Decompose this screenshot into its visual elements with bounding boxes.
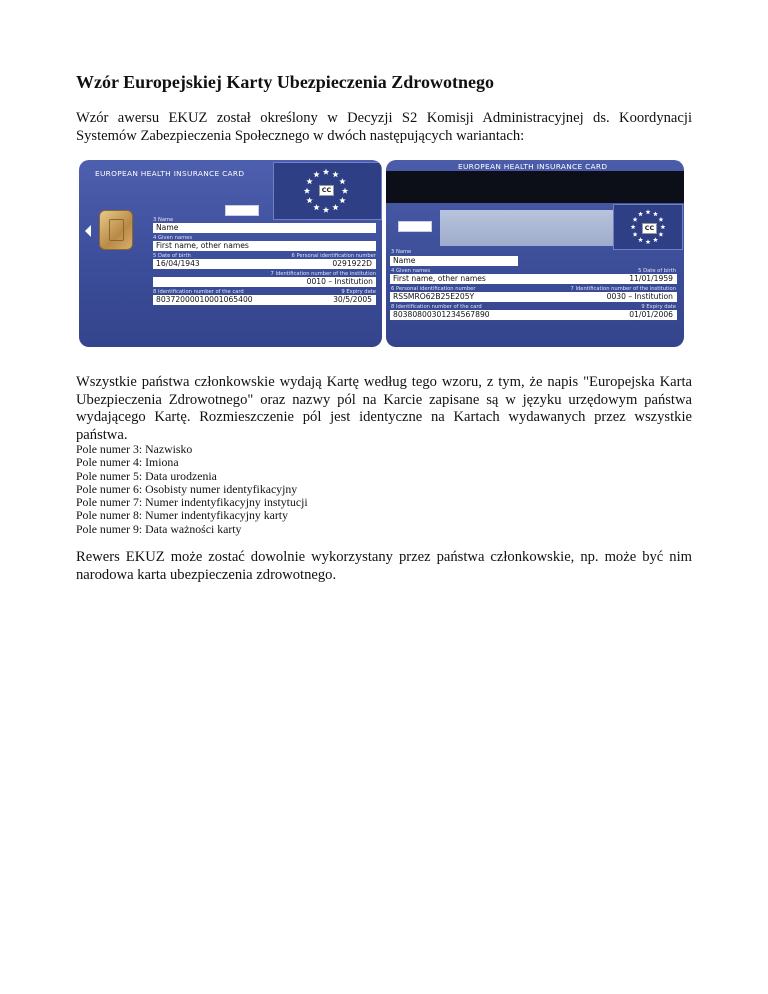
label-name: 3 Name: [153, 217, 174, 223]
star-icon: [313, 171, 319, 177]
notch-icon: [85, 225, 91, 237]
field-given-names: First name, other names: [153, 241, 376, 251]
list-item: Pole numer 9: Data ważności karty: [76, 521, 242, 536]
label-personal-id: 6 Personal identification number: [291, 253, 376, 259]
star-icon: [323, 169, 329, 175]
field-personal-id: 0291922D: [332, 259, 372, 268]
body-paragraph: Wszystkie państwa członkowskie wydają Kartę według tego wzoru, z tym, że napis "Europejska Karta Ubezpieczenia Zdrowotnego" oraz nazwy pól na Karcie zapisane są w języku urzędowym państwa wydającego Kartę. Rozmieszczenie pól jest identyczne na Kartach wydawanych przez wszystkie państwa.: [76, 374, 692, 443]
label-institution-id: 7 Identification number of the institution: [570, 286, 676, 292]
star-icon: [306, 178, 312, 184]
field-card-id: 80380800301234567890: [390, 310, 677, 320]
label-date-of-birth: 5 Date of birth: [153, 253, 191, 259]
star-icon: [638, 237, 643, 242]
label-personal-id: 6 Personal identification number: [391, 286, 476, 292]
star-icon: [342, 188, 348, 194]
label-given-names: 4 Given names: [391, 268, 431, 274]
label-card-id: 8 Identification number of the card: [153, 289, 244, 295]
star-icon: [304, 188, 310, 194]
list-item: Pole numer 3: Nazwisko: [76, 442, 193, 456]
star-icon: [633, 217, 638, 222]
star-icon: [332, 171, 338, 177]
card-title: EUROPEAN HEALTH INSURANCE CARD: [458, 162, 608, 171]
field-personal-id: RSSMRO62B25E205Y: [390, 292, 677, 302]
star-icon: [339, 197, 345, 203]
eu-flag: [613, 204, 683, 250]
label-given-names: 4 Given names: [153, 235, 193, 241]
star-icon: [638, 211, 643, 216]
field-institution-id: 0030 – Institution: [606, 292, 673, 301]
label-date-of-birth: 5 Date of birth: [638, 268, 676, 274]
card-variant-magstripe: [386, 160, 684, 347]
star-icon: [633, 232, 638, 237]
list-item: Pole numer 8: Numer indentyfikacyjny karty: [76, 508, 288, 523]
signature-panel: [440, 210, 640, 246]
intro-paragraph: Wzór awersu EKUZ został określony w Decyzji S2 Komisji Administracyjnej ds. Koordynacji Systemów Zabezpieczenia Społecznego w dwóch następujących wariantach:: [76, 110, 692, 144]
star-icon: [660, 224, 665, 229]
list-item: Pole numer 4: Imiona: [76, 455, 179, 470]
field-institution-id: 0010 – Institution: [153, 277, 376, 287]
field-given-names: First name, other names: [390, 274, 677, 284]
field-date-of-birth: 16/04/1943: [153, 259, 376, 269]
white-slot: [225, 205, 259, 216]
list-item: Pole numer 7: Numer indentyfikacyjny instytucji: [76, 495, 308, 510]
star-icon: [645, 209, 650, 214]
star-icon: [323, 207, 329, 213]
field-date-of-birth: 11/01/1959: [629, 274, 673, 283]
star-icon: [631, 224, 636, 229]
label-name: 3 Name: [391, 249, 412, 255]
field-name: Name: [153, 223, 376, 233]
label-institution-id: 7 Identification number of the institution: [270, 271, 376, 277]
list-item: Pole numer 5: Data urodzenia: [76, 468, 217, 483]
star-icon: [658, 217, 663, 222]
list-item: Pole numer 6: Osobisty numer identyfikacyjny: [76, 481, 298, 496]
star-icon: [645, 239, 650, 244]
page-title: Wzór Europejskiej Karty Ubezpieczenia Zdrowotnego: [76, 72, 494, 92]
eu-flag: [273, 162, 382, 220]
card-title: EUROPEAN HEALTH INSURANCE CARD: [95, 169, 245, 178]
white-slot: [398, 221, 432, 232]
country-code-badge: CC: [319, 185, 334, 196]
label-expiry-date: 9 Expiry date: [641, 304, 676, 310]
field-card-id: 80372000010001065400: [153, 295, 376, 305]
field-expiry-date: 01/01/2006: [629, 310, 673, 319]
star-icon: [653, 211, 658, 216]
chip-icon: [99, 210, 133, 250]
star-icon: [339, 178, 345, 184]
country-code-badge: CC: [642, 223, 657, 234]
star-icon: [658, 232, 663, 237]
field-name: Name: [390, 256, 518, 266]
field-list: [76, 443, 308, 536]
star-icon: [306, 197, 312, 203]
card-variant-chip: [79, 160, 382, 347]
star-icon: [313, 204, 319, 210]
star-icon: [332, 204, 338, 210]
field-expiry-date: 30/5/2005: [333, 295, 372, 304]
label-card-id: 8 Identification number of the card: [391, 304, 482, 310]
magnetic-stripe: [386, 171, 684, 203]
outro-paragraph: Rewers EKUZ może zostać dowolnie wykorzystany przez państwa członkowskie, np. może być nim narodowa karta ubezpieczenia zdrowotnego.: [76, 549, 692, 583]
label-expiry-date: 9 Expiry date: [341, 289, 376, 295]
star-icon: [653, 237, 658, 242]
